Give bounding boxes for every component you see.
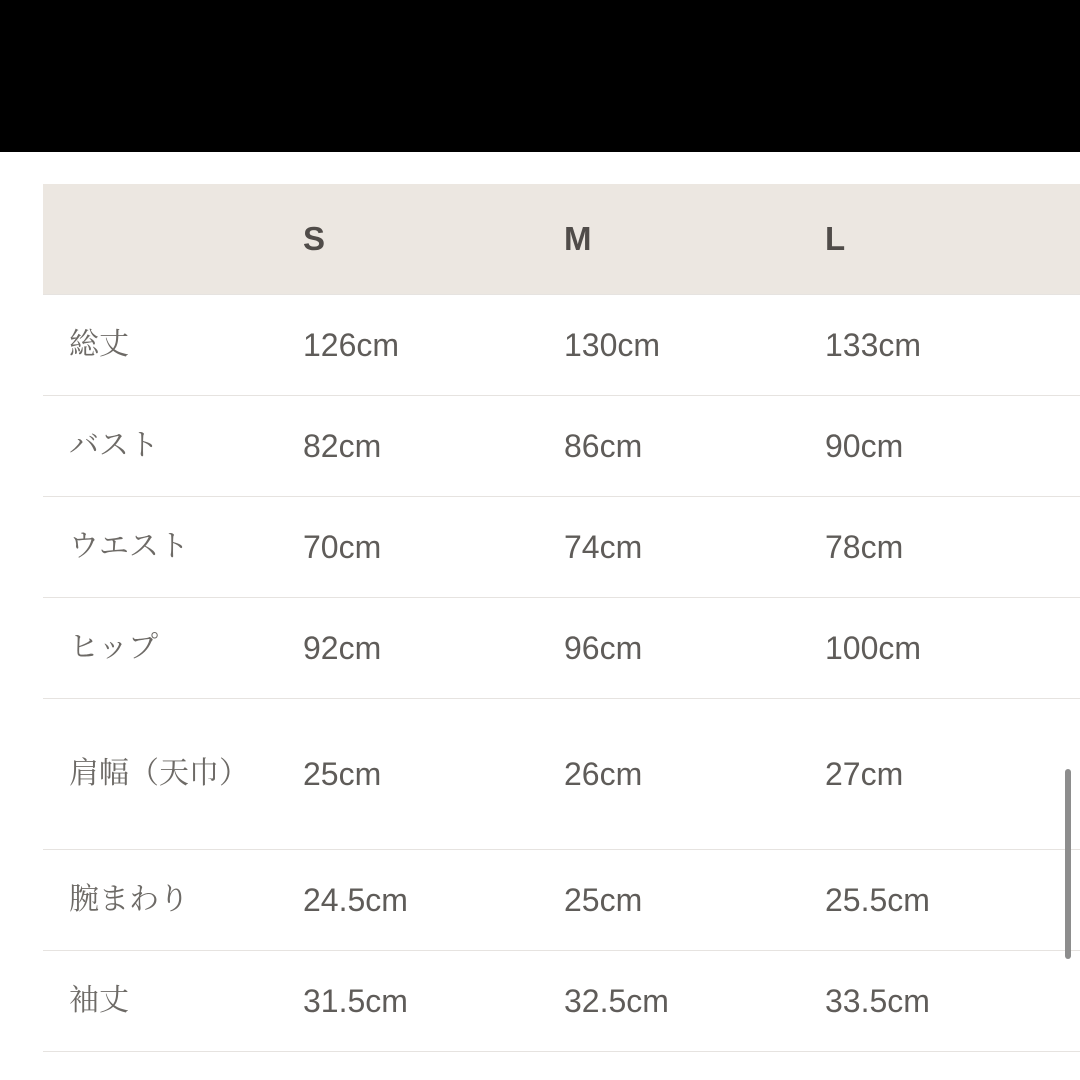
table-header-row [43,184,1080,295]
table-row [43,951,1080,1052]
cell-sleeve-length-l: 33.5cm [825,982,930,1019]
row-label-arm-circumference: 腕まわり [69,883,189,917]
row-label-shoulder-width: 肩幅（天巾） [69,757,249,791]
table-row [43,699,1080,850]
cell-bust-m: 86cm [564,427,643,464]
cell-shoulder-width-l: 27cm [825,755,904,792]
cell-hip-m: 96cm [564,629,643,666]
cell-total-length-m: 130cm [564,326,661,363]
cell-waist-m: 74cm [564,528,643,565]
cell-arm-circumference-l: 25.5cm [825,881,930,918]
size-chart-page [0,152,1080,1080]
size-table-body [43,295,1080,1052]
row-label-sleeve-length: 袖丈 [69,984,129,1018]
table-row [43,598,1080,699]
table-row [43,497,1080,598]
cell-hip-l: 100cm [825,629,922,666]
table-row [43,850,1080,951]
cell-bust-s: 82cm [303,427,382,464]
header-cell-size-l: L [825,220,846,257]
table-row [43,295,1080,396]
cell-shoulder-width-s: 25cm [303,755,382,792]
cell-total-length-l: 133cm [825,326,922,363]
cell-arm-circumference-s: 24.5cm [303,881,408,918]
cell-sleeve-length-m: 32.5cm [564,982,669,1019]
row-label-bust: バスト [69,429,159,463]
row-label-waist: ウエスト [69,530,189,564]
row-label-hip: ヒップ [69,631,159,665]
cell-bust-l: 90cm [825,427,904,464]
row-label-total-length: 総丈 [69,328,129,362]
cell-arm-circumference-m: 25cm [564,881,643,918]
size-table-header [43,184,1080,295]
size-table [43,184,1080,1052]
table-row [43,396,1080,497]
cell-waist-s: 70cm [303,528,382,565]
header-cell-size-m: M [564,220,592,257]
cell-sleeve-length-s: 31.5cm [303,982,408,1019]
cell-total-length-s: 126cm [303,326,400,363]
size-table-container [43,184,1037,1052]
header-cell-label [43,184,297,295]
header-cell-size-s: S [303,220,326,257]
cell-hip-s: 92cm [303,629,382,666]
vertical-scrollbar[interactable] [1065,769,1071,959]
cell-shoulder-width-m: 26cm [564,755,643,792]
cell-waist-l: 78cm [825,528,904,565]
